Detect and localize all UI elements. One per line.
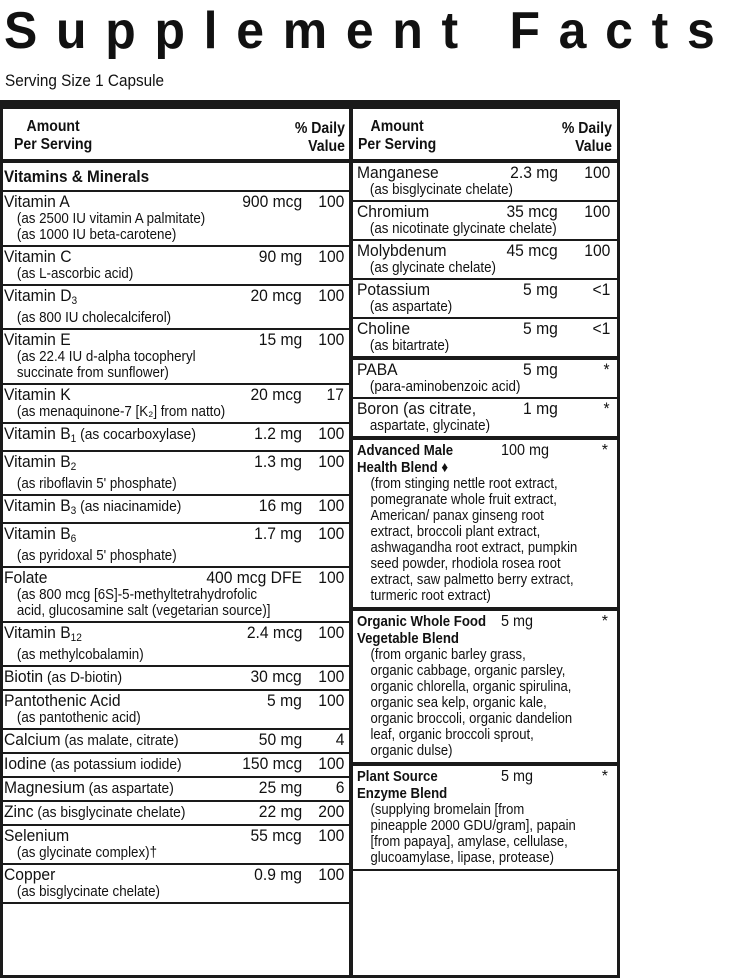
nutrient-daily-value: 100: [317, 496, 344, 515]
nutrient-name-text: Vitamin B: [4, 496, 71, 515]
blend-ingredients: extract, broccoli plant extract,: [370, 524, 541, 540]
blend-ingredients: [from papaya], amylase, cellulase,: [370, 834, 568, 850]
blend-ingredients: seed powder, rhodiola rosea root: [370, 556, 561, 572]
amount-header-line2: Per Serving: [358, 136, 437, 153]
nutrient-source-note: (para-aminobenzoic acid): [369, 379, 521, 395]
nutrient-row: [0, 802, 350, 826]
nutrient-row: [353, 280, 620, 319]
nutrient-name-text: Molybdenum: [357, 241, 447, 260]
nutrient-daily-value: 100: [317, 330, 344, 349]
nutrient-name-text: Vitamin E: [4, 330, 71, 349]
nutrient-name-text: Copper: [4, 865, 56, 884]
nutrient-row: [353, 241, 620, 280]
nutrient-source-inline: (as cocarboxylase): [76, 426, 196, 443]
nutrient-row: [0, 691, 350, 730]
nutrient-source-inline: (as bisglycinate chelate): [33, 804, 186, 821]
blend-ingredients: organic sea kelp, organic kale,: [370, 695, 547, 711]
nutrient-row: [0, 667, 350, 691]
blend-name: Advanced Male: [357, 442, 454, 459]
blend-list: [353, 440, 620, 871]
nutrient-source-note: (as 800 mcg [6S]-5-methyltetrahydrofolic: [16, 587, 258, 603]
nutrient-amount: 1.2 mg: [254, 424, 302, 443]
nutrient-name-text: PABA: [357, 360, 398, 379]
nutrient-source-note: acid, glucosamine salt (vegetarian source)]: [16, 603, 271, 619]
nutrient-source-note: (as aspartate): [369, 299, 453, 315]
nutrient-list-right: [353, 163, 620, 440]
nutrient-subscript: 2: [70, 461, 77, 473]
right-column-header: [353, 109, 620, 163]
daily-value-header-line2: Value: [575, 138, 612, 155]
nutrient-name-text: Choline: [357, 319, 411, 338]
nutrient-list-left: [0, 192, 350, 904]
nutrient-name-text: Vitamin C: [4, 247, 72, 266]
nutrient-daily-value: 200: [317, 802, 344, 821]
nutrient-row: [353, 163, 620, 202]
blend-name: Health Blend ♦: [357, 459, 449, 476]
nutrient-amount: 16 mg: [258, 496, 302, 515]
header-rule: [0, 100, 620, 109]
amount-header-line1: Amount: [26, 118, 80, 135]
nutrient-amount: 1 mg: [523, 399, 558, 418]
nutrient-row: [0, 568, 350, 623]
blend-daily-value: *: [601, 768, 608, 785]
nutrient-amount: 15 mg: [258, 330, 302, 349]
nutrient-amount: 22 mg: [258, 802, 302, 821]
blend-name: Organic Whole Food: [357, 613, 487, 630]
nutrient-name-text: Selenium: [4, 826, 70, 845]
nutrient-name: [357, 400, 594, 418]
nutrient-name-text: Biotin: [4, 667, 44, 686]
blend-amount: 5 mg: [501, 768, 534, 785]
nutrient-daily-value: 100: [317, 568, 344, 587]
nutrient-name-text: Iodine: [4, 754, 47, 773]
nutrient-row: [0, 424, 350, 452]
nutrient-daily-value: 100: [317, 623, 344, 642]
nutrient-name-text: Vitamin D: [4, 286, 72, 305]
blend-ingredients: glucoamylase, lipase, protease): [370, 850, 555, 866]
nutrient-source-note: aspartate, glycinate): [369, 418, 491, 434]
blend-name: Plant Source: [357, 768, 438, 785]
nutrient-row: [0, 247, 350, 286]
nutrient-amount: 55 mcg: [250, 826, 302, 845]
blend-name: Enzyme Blend: [357, 785, 448, 802]
nutrient-source-note: (as bitartrate): [369, 338, 450, 354]
nutrient-row: [353, 399, 620, 440]
amount-header-line1: Amount: [370, 118, 424, 135]
blend-ingredients: (from organic barley grass,: [370, 647, 526, 663]
serving-size: Serving Size 1 Capsule: [5, 71, 165, 90]
nutrient-name-text: Vitamin B: [4, 524, 71, 543]
nutrient-source-inline: (as niacinamide): [76, 498, 182, 515]
nutrient-name: [357, 164, 594, 182]
nutrient-row: [353, 202, 620, 241]
daily-value-header-line1: % Daily: [561, 120, 612, 137]
nutrient-name: [357, 361, 594, 379]
nutrient-row: [0, 524, 350, 568]
nutrient-subscript: 6: [70, 533, 77, 545]
nutrient-source-note: (as glycinate complex)†: [16, 845, 158, 861]
nutrient-row: [0, 286, 350, 330]
nutrient-row: [0, 452, 350, 496]
nutrient-row: [0, 778, 350, 802]
nutrient-daily-value: 100: [317, 865, 344, 884]
nutrient-source-note: (as bisglycinate chelate): [369, 182, 513, 198]
nutrient-source-note: (as riboflavin 5' phosphate): [16, 476, 177, 492]
nutrient-source-note: (as pyridoxal 5' phosphate): [16, 548, 177, 564]
blend-ingredients: (from stinging nettle root extract,: [370, 476, 558, 492]
blend-ingredients: organic dulse): [370, 743, 453, 759]
nutrient-row: [0, 730, 350, 754]
nutrient-daily-value: <1: [592, 280, 610, 299]
nutrient-source-inline: (as malate, citrate): [60, 732, 179, 749]
nutrient-name-text: Pantothenic Acid: [4, 691, 121, 710]
daily-value-header: [295, 120, 345, 156]
nutrient-name-text: Vitamin B: [4, 452, 71, 471]
blend-daily-value: *: [601, 442, 608, 459]
nutrient-daily-value: 17: [326, 385, 344, 404]
nutrient-daily-value: *: [603, 360, 610, 379]
blend-ingredients: (supplying bromelain [from: [370, 802, 525, 818]
blend-ingredients: leaf, organic broccoli sprout,: [370, 727, 534, 743]
nutrient-source-note: (as bisglycinate chelate): [16, 884, 160, 900]
nutrient-name-text: Vitamin B: [4, 623, 71, 642]
nutrient-row: [353, 319, 620, 360]
nutrient-amount: 5 mg: [267, 691, 302, 710]
nutrient-amount: 50 mg: [258, 730, 302, 749]
nutrient-daily-value: *: [603, 399, 610, 418]
nutrient-daily-value: <1: [592, 319, 610, 338]
nutrient-amount: 30 mcg: [250, 667, 302, 686]
nutrient-source-inline: (as potassium iodide): [46, 756, 182, 773]
nutrient-daily-value: 100: [583, 241, 610, 260]
nutrient-name-text: Zinc: [4, 802, 34, 821]
right-column: [353, 109, 620, 871]
nutrient-daily-value: 4: [335, 730, 344, 749]
nutrient-source-note: (as nicotinate glycinate chelate): [369, 221, 557, 237]
nutrient-amount: 1.3 mg: [254, 452, 302, 471]
nutrient-amount: 35 mcg: [506, 202, 558, 221]
amount-header: [358, 118, 436, 154]
nutrient-source-note: (as 1000 IU beta-carotene): [16, 227, 177, 243]
nutrient-name-text: Vitamin B: [4, 424, 71, 443]
blend-ingredients: organic chlorella, organic spirulina,: [370, 679, 572, 695]
nutrient-source-note: (as pantothenic acid): [16, 710, 141, 726]
nutrient-daily-value: 100: [317, 286, 344, 305]
nutrient-amount: 2.3 mg: [510, 163, 558, 182]
blend-ingredients: turmeric root extract): [370, 588, 491, 604]
nutrient-subscript: 1: [70, 433, 77, 445]
nutrient-name: [357, 242, 594, 260]
label-title: Supplement Facts: [4, 2, 733, 60]
nutrient-row: [0, 754, 350, 778]
nutrient-amount: 45 mcg: [506, 241, 558, 260]
nutrient-name-text: Calcium: [4, 730, 61, 749]
blend-name: Vegetable Blend: [357, 630, 459, 647]
nutrient-subscript: 3: [70, 505, 77, 517]
nutrient-daily-value: 6: [335, 778, 344, 797]
nutrient-source-note: (as glycinate chelate): [369, 260, 496, 276]
nutrient-source-inline: (as aspartate): [84, 780, 174, 797]
nutrient-name-text: Vitamin A: [4, 192, 70, 211]
nutrient-amount: 5 mg: [523, 319, 558, 338]
nutrient-row: [0, 385, 350, 424]
nutrient-name-text: Boron (as citrate,: [357, 399, 477, 418]
nutrient-daily-value: 100: [317, 667, 344, 686]
blend-amount: 5 mg: [501, 613, 534, 630]
blend-ingredients: extract, saw palmetto berry extract,: [370, 572, 574, 588]
nutrient-amount: 150 mcg: [242, 754, 302, 773]
daily-value-header-line1: % Daily: [294, 120, 345, 137]
proprietary-blend: [353, 766, 620, 871]
nutrient-daily-value: 100: [317, 192, 344, 211]
nutrient-name-text: Manganese: [357, 163, 439, 182]
nutrient-name-text: Magnesium: [4, 778, 85, 797]
amount-header: [14, 118, 92, 154]
nutrient-amount: 5 mg: [523, 360, 558, 379]
nutrient-daily-value: 100: [583, 163, 610, 182]
nutrient-daily-value: 100: [583, 202, 610, 221]
nutrient-name-text: Vitamin K: [4, 385, 71, 404]
nutrient-amount: 900 mcg: [242, 192, 302, 211]
nutrient-row: [353, 360, 620, 399]
nutrient-subscript: 3: [71, 295, 78, 307]
nutrient-amount: 2.4 mcg: [246, 623, 302, 642]
blend-ingredients: organic cabbage, organic parsley,: [370, 663, 566, 679]
nutrient-daily-value: 100: [317, 424, 344, 443]
nutrient-row: [0, 330, 350, 385]
blend-ingredients: organic broccoli, organic dandelion: [370, 711, 573, 727]
blend-ingredients: pomegranate whole fruit extract,: [370, 492, 557, 508]
nutrient-daily-value: 100: [317, 826, 344, 845]
nutrient-amount: 400 mcg DFE: [206, 568, 302, 587]
nutrient-row: [0, 192, 350, 247]
nutrient-name-text: Potassium: [357, 280, 431, 299]
amount-header-line2: Per Serving: [14, 136, 93, 153]
nutrient-name: [357, 320, 594, 338]
nutrient-name-text: Chromium: [357, 202, 430, 221]
nutrient-amount: 0.9 mg: [254, 865, 302, 884]
left-column: [0, 109, 350, 904]
nutrient-amount: 20 mcg: [250, 385, 302, 404]
nutrient-source-note: (as menaquinone-7 [K₂] from natto): [16, 404, 226, 420]
nutrient-source-inline: (as D-biotin): [43, 669, 123, 686]
daily-value-header: [562, 120, 612, 156]
nutrient-daily-value: 100: [317, 524, 344, 543]
nutrient-name-text: Folate: [4, 568, 48, 587]
nutrient-row: [0, 826, 350, 865]
nutrient-amount: 90 mg: [258, 247, 302, 266]
section-title: [0, 163, 350, 192]
proprietary-blend: [353, 440, 620, 611]
nutrient-daily-value: 100: [317, 247, 344, 266]
nutrient-source-note: (as 22.4 IU d-alpha tocopheryl: [16, 349, 196, 365]
blend-ingredients: ashwagandha root extract, pumpkin: [370, 540, 578, 556]
nutrient-daily-value: 100: [317, 691, 344, 710]
daily-value-header-line2: Value: [308, 138, 345, 155]
nutrient-amount: 25 mg: [258, 778, 302, 797]
nutrient-amount: 5 mg: [523, 280, 558, 299]
left-column-header: [0, 109, 350, 163]
nutrient-amount: 1.7 mg: [254, 524, 302, 543]
nutrient-subscript: 12: [70, 632, 82, 644]
nutrient-daily-value: 100: [317, 754, 344, 773]
blend-ingredients: American/ panax ginseng root: [370, 508, 544, 524]
nutrient-name: [357, 203, 594, 221]
nutrient-name: [357, 281, 594, 299]
nutrient-daily-value: 100: [317, 452, 344, 471]
nutrient-amount: 20 mcg: [250, 286, 302, 305]
nutrient-source-note: (as methylcobalamin): [16, 647, 144, 663]
proprietary-blend: [353, 611, 620, 766]
blend-daily-value: *: [601, 613, 608, 630]
section-title-text: Vitamins & Minerals: [4, 167, 150, 186]
nutrient-row: [0, 865, 350, 904]
nutrient-row: [0, 623, 350, 667]
nutrient-source-note: succinate from sunflower): [16, 365, 169, 381]
blend-amount: 100 mg: [501, 442, 550, 459]
blend-ingredients: pineapple 2000 GDU/gram], papain: [370, 818, 576, 834]
nutrient-source-note: (as 2500 IU vitamin A palmitate): [16, 211, 206, 227]
nutrient-row: [0, 496, 350, 524]
nutrient-source-note: (as L-ascorbic acid): [16, 266, 134, 282]
nutrient-source-note: (as 800 IU cholecalciferol): [16, 310, 172, 326]
